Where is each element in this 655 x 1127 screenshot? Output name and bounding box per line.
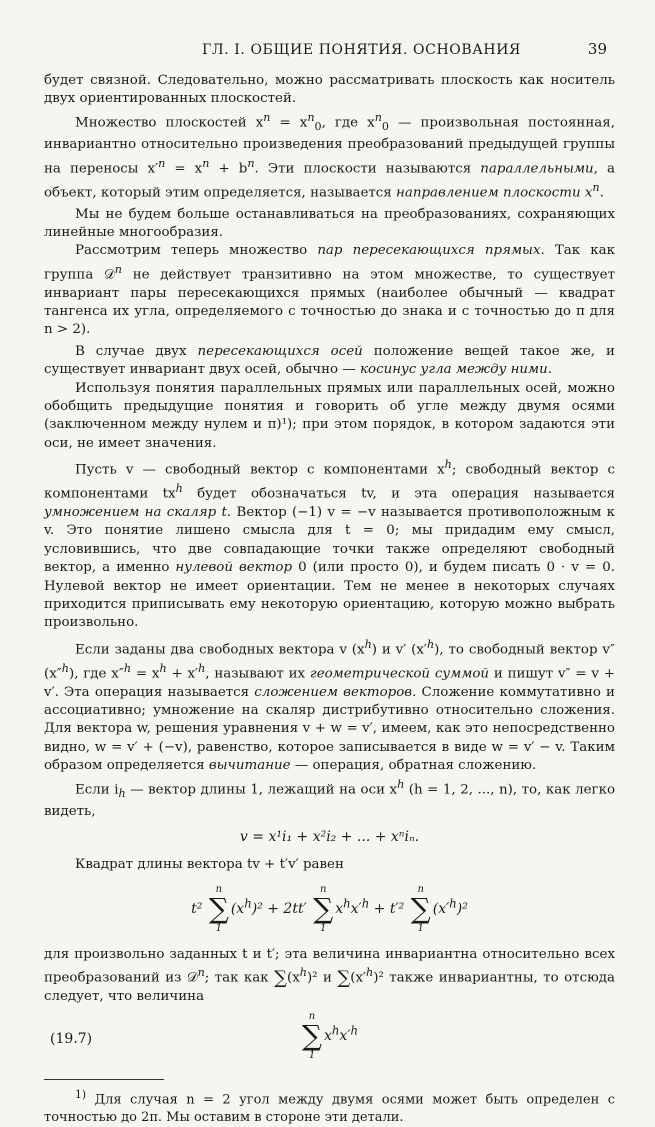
formula-vector-expansion: v = x¹i₁ + x²i₂ + ... + xⁿiₙ. bbox=[239, 828, 420, 845]
paragraph-3: Мы не будем больше останавливаться на преобразованиях, сохраняющих линейные многообразия. bbox=[44, 206, 615, 240]
paragraph-7: Пусть v — свободный вектор с компонентами $x^h$; свободный вектор с компонентами $tx^h$ будет обозначаться tv, и эта операция называется умножением на скаляр t. Вектор (−1) v = −v называется противоположным к v. Это понятие лишено смысла для t = 0; мы придадим ему смысл, условившись, что две совпадающие точки также определяют свободный вектор, а именно нулевой вектор 0 (или просто 0), и будем писать 0 · v = 0. Нулевой вектор не имеет ориентации. Тем не менее в некоторых случаях приходится приписывать ему некоторую ориентацию, которую можно выбрать произвольно. bbox=[44, 458, 616, 631]
sum-sign: n ∑ 1 bbox=[302, 1010, 322, 1061]
paragraph-5: В случае двух пересекающихся осей положение вещей такое же, и существует инвариант двух осей, обычно — косинус угла между ними. bbox=[44, 343, 615, 378]
formula-length-squared: t² n ∑ 1 $(x^h)^2 + 2tt'$ n ∑ 1 $x^hx'^h + t'^2$ n ∑ 1 $(x'^h)^2$ bbox=[191, 884, 468, 934]
footnote: $^{1)}$ Для случая n = 2 угол между двумя осями может быть определен с точностью до 2π. Мы оставим в стороне эти детали. bbox=[44, 1087, 615, 1126]
sum-sign: n ∑ 1 bbox=[313, 884, 334, 934]
chapter-title: ГЛ. I. ОБЩИЕ ПОНЯТИЯ. ОСНОВАНИЯ bbox=[202, 42, 521, 58]
paragraph-4: Рассмотрим теперь множество пар пересекающихся прямых. Так как группа 𝒟$^n$ не действует транзитивно на этом множестве, то существует инвариант пары пересекающихся прямых (наиболее обычный — квадрат тангенса их угла, определяемого с точностью до знака и с точностью до π для n > 2). bbox=[44, 243, 615, 338]
paragraph-6: Используя понятия параллельных прямых или параллельных осей, можно обобщить предыдущие понятия и говорить об угле между двумя осями (заключенном между нулем и π)¹); при этом порядок, в котором задаются эти оси, не имеет значения. bbox=[44, 380, 615, 451]
equation-19-7 bbox=[44, 1011, 615, 1073]
equation-body: n ∑ 1 $x^hx'^h$ bbox=[302, 1010, 359, 1061]
paragraph-2: Множество плоскостей $x^n = x^n_0$, где $x^n_0$ — произвольная постоянная, инвариантно относительно произведения преобразований предыдущей группы на переносы $x'^n = x^n + b^n$. Эти плоскости называются параллельными, а объект, который этим определяется, называется направлением плоскости $x^n$. bbox=[44, 110, 615, 201]
paragraph-1: будет связной. Следовательно, можно рассматривать плоскость как носитель двух ориентированных плоскостей. bbox=[44, 73, 615, 107]
footnote-marker: 1) bbox=[75, 1087, 87, 1101]
sum-sign: n ∑ 1 bbox=[410, 884, 431, 934]
footnote-divider bbox=[44, 1079, 164, 1080]
paragraph-11: для произвольно заданных t и t′; эта величина инвариантна относительно всех преобразований из 𝒟$^n$; так как $\sum(x^h)^2$ и $\sum(x'^h)^2$ также инвариантны, то отсюда следует, что величина bbox=[44, 947, 615, 1005]
paragraph-10: Квадрат длины вектора tv + t′v′ равен bbox=[75, 856, 344, 872]
paragraph-9: Если $i_h$ — вектор длины 1, лежащий на оси $x^h$ (h = 1, 2, ..., n), то, как легко видеть, bbox=[44, 777, 616, 820]
page-number: 39 bbox=[587, 40, 607, 58]
running-header bbox=[44, 40, 615, 58]
paragraph-8: Если заданы два свободных вектора v $(x^h)$ и v′ $(x'^h)$, то свободный вектор v″ (x″$^h$), где $x''^h = x^h + x'^h$, называют их геометрической суммой и пишут v″ = v + v′. Эта операция называется сложением векторов. Сложение коммутативно и ассоциативно; умножение на скаляр дистрибутивно относительно сложения. Для вектора w, решения уравнения v + w = v′, имеем, как это непосредственно видно, w = v′ + (−v), равенство, которое записывается в виде w = v′ − v. Таким образом определяется вычитание — операция, обратная сложению. bbox=[44, 637, 616, 774]
equation-number: (19.7) bbox=[50, 1030, 93, 1047]
sum-sign: n ∑ 1 bbox=[208, 884, 229, 934]
